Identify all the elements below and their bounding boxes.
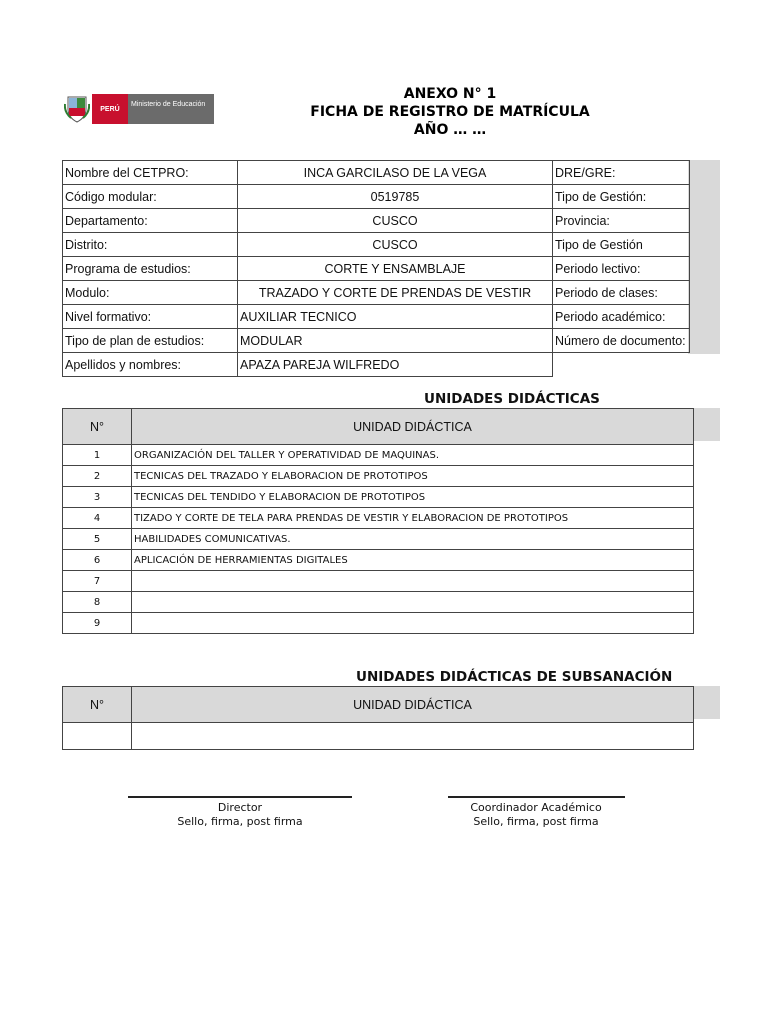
unit-number: 4: [63, 508, 132, 529]
info-value: APAZA PAREJA WILFREDO: [238, 353, 553, 377]
units-col-unit: UNIDAD DIDÁCTICA: [132, 409, 694, 445]
info-row: [63, 209, 690, 233]
director-signature-line: [128, 796, 352, 798]
unit-name: TECNICAS DEL TRAZADO Y ELABORACION DE PROTOTIPOS: [132, 466, 694, 487]
info-value: CUSCO: [238, 233, 553, 257]
ministry-label: Ministerio de Educación: [128, 94, 214, 124]
info-right-label: Tipo de Gestión:: [553, 185, 690, 209]
info-right-label: Periodo lectivo:: [553, 257, 690, 281]
unit-row: [63, 550, 694, 571]
info-right-label: Tipo de Gestión: [553, 233, 690, 257]
subsanacion-number-cell: [63, 723, 132, 750]
director-role: Director: [217, 801, 263, 814]
info-right-label: Periodo académico:: [553, 305, 690, 329]
info-row: [63, 305, 690, 329]
info-row: [63, 185, 690, 209]
info-value: AUXILIAR TECNICO: [238, 305, 553, 329]
info-right-label: Periodo de clases:: [553, 281, 690, 305]
unit-name: ORGANIZACIÓN DEL TALLER Y OPERATIVIDAD DE MAQUINAS.: [132, 445, 694, 466]
country-label: PERÚ: [92, 94, 128, 124]
unit-row: [63, 487, 694, 508]
unit-number: 2: [63, 466, 132, 487]
unit-number: 5: [63, 529, 132, 550]
info-label: Distrito:: [63, 233, 238, 257]
subsanacion-table: [62, 686, 694, 750]
form-title: FICHA DE REGISTRO DE MATRÍCULA: [310, 104, 590, 120]
info-label: Nombre del CETPRO:: [63, 161, 238, 185]
info-value: CUSCO: [238, 209, 553, 233]
units-col-number: N°: [63, 409, 132, 445]
year-title: AÑO … …: [413, 122, 487, 138]
unit-row: [63, 613, 694, 634]
info-row: [63, 281, 690, 305]
coat-of-arms-icon: [64, 94, 90, 124]
info-value: INCA GARCILASO DE LA VEGA: [238, 161, 553, 185]
unit-number: 3: [63, 487, 132, 508]
subsanacion-col-number: N°: [63, 687, 132, 723]
annex-title: ANEXO N° 1: [403, 86, 497, 102]
unit-number: 7: [63, 571, 132, 592]
info-row: [63, 161, 690, 185]
unit-name: HABILIDADES COMUNICATIVAS.: [132, 529, 694, 550]
unit-name: TECNICAS DEL TENDIDO Y ELABORACION DE PROTOTIPOS: [132, 487, 694, 508]
coordinator-detail: Sello, firma, post firma: [473, 815, 599, 828]
unit-number: 1: [63, 445, 132, 466]
unit-row: [63, 529, 694, 550]
info-label: Departamento:: [63, 209, 238, 233]
unit-number: 9: [63, 613, 132, 634]
info-value: 0519785: [238, 185, 553, 209]
unit-name: [132, 592, 694, 613]
unit-number: 6: [63, 550, 132, 571]
info-row: [63, 329, 690, 353]
unit-row: [63, 445, 694, 466]
info-label: Tipo de plan de estudios:: [63, 329, 238, 353]
info-label: Apellidos y nombres:: [63, 353, 238, 377]
info-value: MODULAR: [238, 329, 553, 353]
unit-number: 8: [63, 592, 132, 613]
info-label: Código modular:: [63, 185, 238, 209]
unit-name: [132, 613, 694, 634]
director-detail: Sello, firma, post firma: [177, 815, 303, 828]
director-signature: [128, 801, 352, 829]
info-value: TRAZADO Y CORTE DE PRENDAS DE VESTIR: [238, 281, 553, 305]
info-right-label: DRE/GRE:: [553, 161, 690, 185]
info-row: [63, 233, 690, 257]
subsanacion-unit-cell: [132, 723, 694, 750]
units-title: UNIDADES DIDÁCTICAS: [424, 391, 600, 407]
unit-name: APLICACIÓN DE HERRAMIENTAS DIGITALES: [132, 550, 694, 571]
subsanacion-row: [63, 723, 694, 750]
info-row: [63, 257, 690, 281]
unit-name: TIZADO Y CORTE DE TELA PARA PRENDAS DE VESTIR Y ELABORACION DE PROTOTIPOS: [132, 508, 694, 529]
unit-name: [132, 571, 694, 592]
unit-row: [63, 466, 694, 487]
info-label: Modulo:: [63, 281, 238, 305]
registration-info-table: [62, 160, 690, 377]
info-label: Programa de estudios:: [63, 257, 238, 281]
coordinator-role: Coordinador Académico: [470, 801, 602, 814]
info-right-label: Número de documento:: [553, 329, 690, 353]
unit-row: [63, 508, 694, 529]
info-label: Nivel formativo:: [63, 305, 238, 329]
coordinator-signature-line: [448, 796, 625, 798]
subsanacion-title: UNIDADES DIDÁCTICAS DE SUBSANACIÓN: [356, 669, 673, 685]
unit-row: [63, 592, 694, 613]
ministry-logo: [64, 94, 214, 124]
info-right-label: Provincia:: [553, 209, 690, 233]
coordinator-signature: [436, 801, 636, 829]
unit-row: [63, 571, 694, 592]
info-side-shading: [688, 160, 720, 354]
info-row: [63, 353, 690, 377]
info-right-label: [553, 353, 690, 377]
units-table: [62, 408, 694, 634]
subsanacion-col-unit: UNIDAD DIDÁCTICA: [132, 687, 694, 723]
info-value: CORTE Y ENSAMBLAJE: [238, 257, 553, 281]
